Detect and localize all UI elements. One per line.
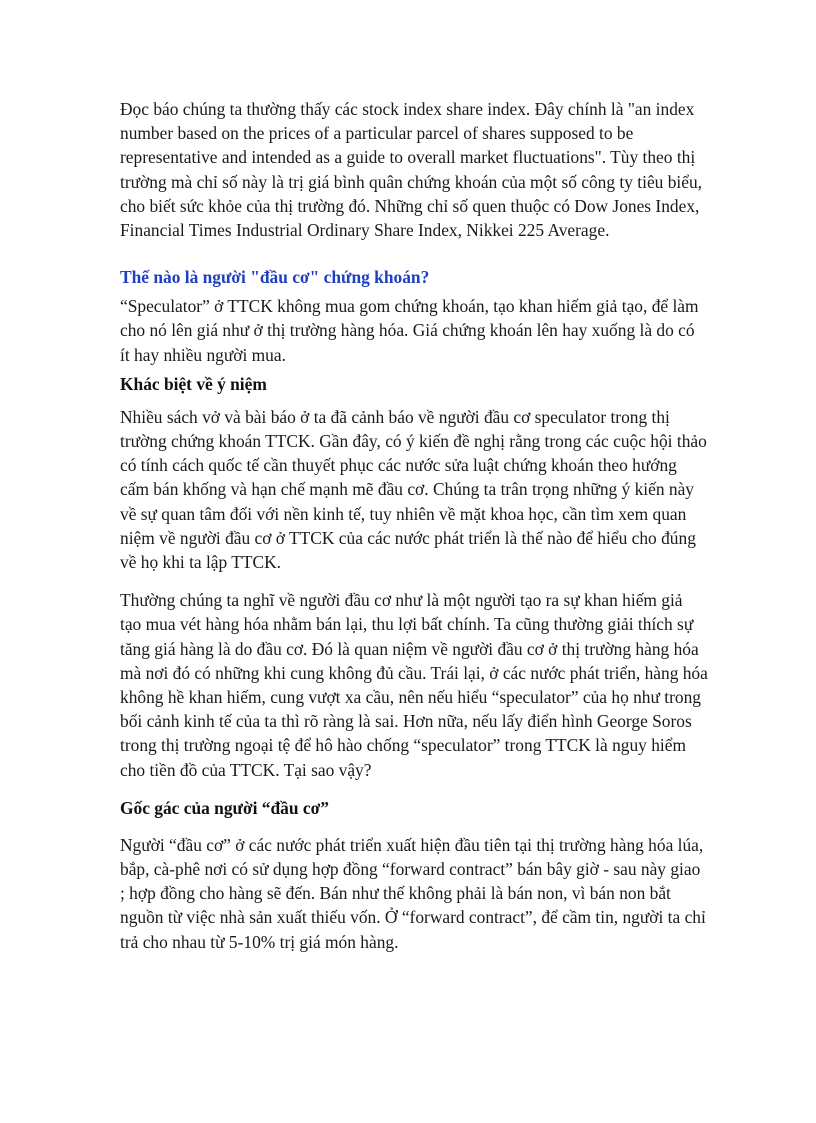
- section-heading-origin: Gốc gác của người “đầu cơ”: [120, 797, 329, 818]
- intro-paragraph: Đọc báo chúng ta thường thấy các stock index share index. Đây chính là "an index number based on the prices of a particular parcel of shares supposed to be representative and intended as a guide to overall market fluctuations". Tùy theo thị trường mà chỉ số này là trị giá bình quân chứng khoán của một số công ty tiêu biểu, cho biết sức khỏe của thị trường đó. Những chỉ số quen thuộc có Dow Jones Index, Financial Times Industrial Ordinary Share Index, Nikkei 225 Average.: [120, 99, 703, 241]
- section-concept-paragraph-1: Nhiều sách vở và bài báo ở ta đã cảnh báo về người đầu cơ speculator trong thị trường chứng khoán TTCK. Gần đây, có ý kiến đề nghị rằng trong các cuộc hội thảo có tính cách quốc tế cần thuyết phục các nước sửa luật chứng khoán theo hướng cấm bán khống và hạn chế mạnh mẽ đầu cơ. Chúng ta trân trọng những ý kiến này về sự quan tâm đối với nền kinh tế, tuy nhiên về mặt khoa học, cần tìm xem quan niệm về người đầu cơ ở TTCK của các nước phát triển là thế nào để hiểu cho đúng về họ khi ta lập TTCK.: [120, 406, 707, 573]
- section-origin-paragraph: Người “đầu cơ” ở các nước phát triển xuất hiện đầu tiên tại thị trường hàng hóa lúa, bắp, cà-phê nơi có sử dụng hợp đồng “forward contract” bán bây giờ - sau này giao ; hợp đồng cho hàng sẽ đến. Bán như thế không phải là bán non, vì bán non bắt nguồn từ việc nhà sản xuất thiếu vốn. Ở “forward contract”, để cầm tin, người ta chỉ trả cho nhau từ 5-10% trị giá món hàng.: [120, 834, 706, 952]
- section-heading-concept: Khác biệt về ý niệm: [120, 373, 267, 394]
- section-speculator-paragraph: “Speculator” ở TTCK không mua gom chứng khoán, tạo khan hiếm giả tạo, để làm cho nó lên giá như ở thị trường hàng hóa. Giá chứng khoán lên hay xuống là do có ít hay nhiều người mua.: [120, 296, 699, 365]
- section-heading-speculator: Thế nào là người "đầu cơ" chứng khoán?: [120, 267, 430, 288]
- document-page: [120, 97, 708, 954]
- section-concept-paragraph-2: Thường chúng ta nghĩ về người đầu cơ như là một người tạo ra sự khan hiếm giả tạo mua vét hàng hóa nhằm bán lại, thu lợi bất chính. Ta cũng thường giải thích sự tăng giá hàng là do đầu cơ. Đó là quan niệm về người đầu cơ ở thị trường hàng hóa mà nơi đó có những khi cung không đủ cầu. Trái lại, ở các nước phát triển, hàng hóa không hề khan hiếm, cung vượt xa cầu, nên nếu hiểu “speculator” của họ như trong bối cảnh kinh tế của ta thì rõ ràng là sai. Hơn nữa, nếu lấy điển hình George Soros trong thị trường ngoại tệ để hô hào chống “speculator” trong TTCK là nguy hiểm cho tiền đồ của TTCK. Tại sao vậy?: [120, 590, 708, 780]
